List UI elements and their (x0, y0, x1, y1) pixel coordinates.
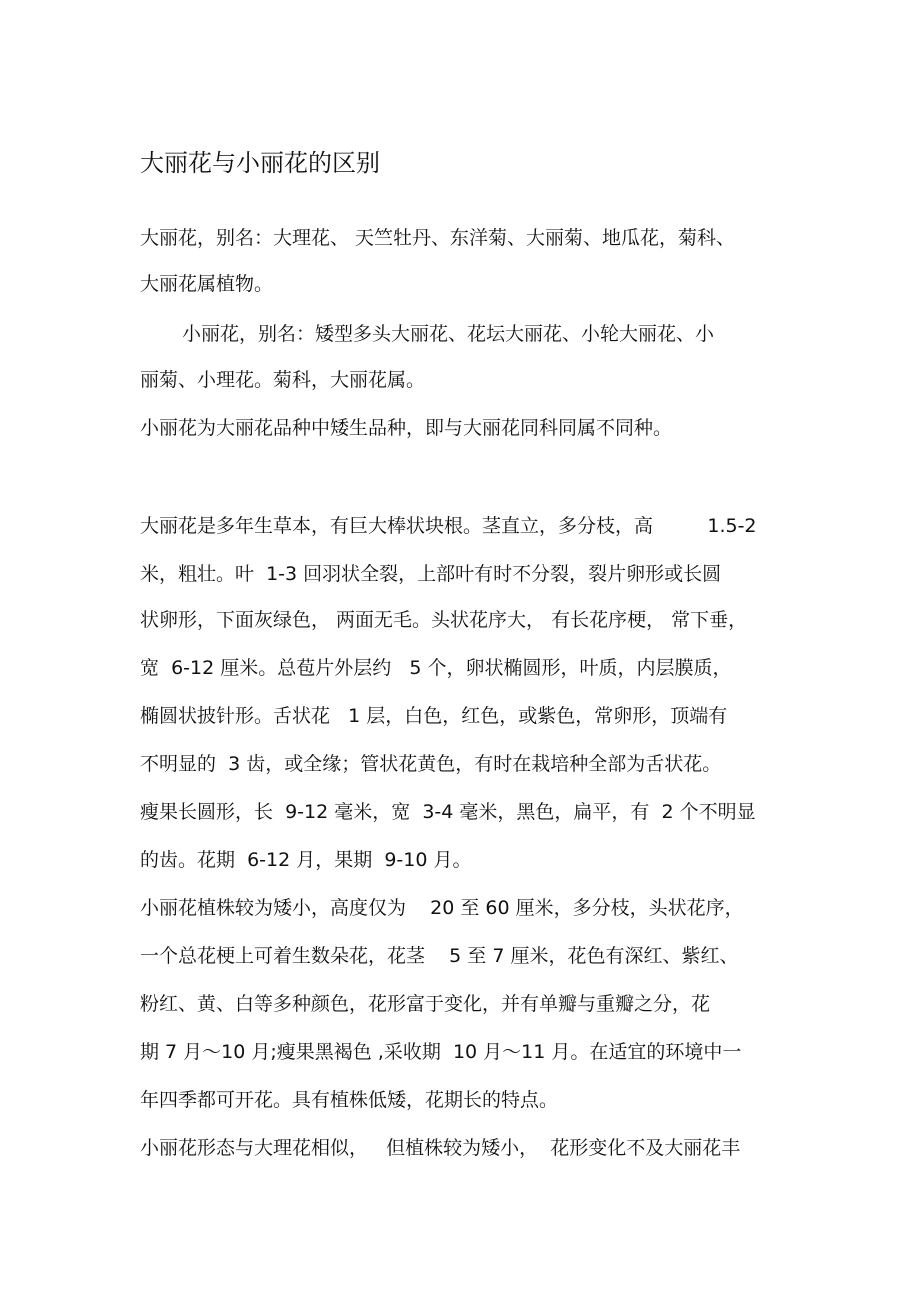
paragraph-line: 不明显的 3 齿，或全缘；管状花黄色，有时在栽培种全部为舌状花。 (140, 753, 722, 775)
paragraph-line: 期 7 月～10 月;瘦果黑褐色 ,采收期 10 月～11 月。在适宜的环境中一 (140, 1041, 742, 1063)
paragraph-line: 大丽花属植物。 (140, 273, 274, 295)
paragraph-line: 小丽花为大丽花品种中矮生品种，即与大丽花同科同属不同种。 (140, 417, 673, 439)
paragraph-line: 年四季都可开花。具有植株低矮，花期长的特点。 (140, 1089, 559, 1111)
paragraph-line: 一个总花梗上可着生数朵花，花茎 5 至 7 厘米，花色有深红、紫红、 (140, 945, 739, 967)
paragraph-line: 小丽花，别名：矮型多头大丽花、花坛大丽花、小轮大丽花、小 (182, 323, 715, 345)
paragraph-line: 丽菊、小理花。菊科，大丽花属。 (140, 369, 426, 391)
paragraph-line: 小丽花形态与大理花相似， 但植株较为矮小， 花形变化不及大丽花丰 (140, 1137, 741, 1159)
document-title: 大丽花与小丽花的区别 (140, 149, 380, 177)
paragraph-line: 状卵形，下面灰绿色， 两面无毛。头状花序大， 有长花序梗， 常下垂， (140, 609, 748, 631)
paragraph-line: 大丽花，别名：大理花、 天竺牡丹、东洋菊、大丽菊、地瓜花，菊科、 (140, 227, 736, 249)
paragraph-line: 大丽花是多年生草本，有巨大棒状块根。茎直立，多分枝，高 1.5-2 (140, 515, 757, 537)
paragraph-line: 宽 6-12 厘米。总苞片外层约 5 个，卵状椭圆形，叶质，内层膜质， (140, 657, 732, 679)
paragraph-line: 的齿。花期 6-12 月，果期 9-10 月。 (140, 849, 472, 871)
paragraph-line: 瘦果长圆形，长 9-12 毫米，宽 3-4 毫米，黑色，扁平，有 2 个不明显 (140, 801, 756, 823)
paragraph-line: 椭圆状披针形。舌状花 1 层，白色，红色，或紫色，常卵形，顶端有 (140, 705, 728, 727)
paragraph-line: 米，粗壮。叶 1-3 回羽状全裂，上部叶有时不分裂，裂片卵形或长圆 (140, 563, 722, 585)
paragraph-line: 小丽花植株较为矮小，高度仅为 20 至 60 厘米，多分枝，头状花序， (140, 897, 744, 919)
paragraph-line: 粉红、黄、白等多种颜色，花形富于变化，并有单瓣与重瓣之分，花 (140, 993, 711, 1015)
